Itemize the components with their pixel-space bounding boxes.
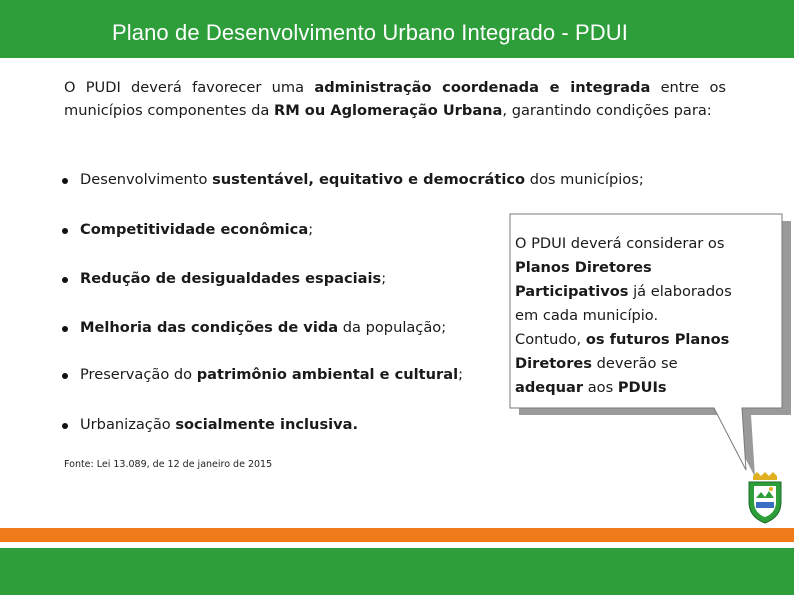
list-item: [62, 220, 313, 240]
callout-line: [515, 376, 765, 400]
intro-bold-1: administração coordenada e integrada: [314, 79, 651, 96]
callout-bold: PDUIs: [617, 379, 667, 396]
bullet-text: ;: [381, 270, 387, 287]
bullet-text: da população;: [338, 319, 447, 336]
bullet-dot-icon: [62, 326, 68, 332]
list-item: [62, 318, 446, 338]
intro-text-3: , garantindo condições para:: [502, 102, 712, 119]
bullet-text: ;: [308, 221, 314, 238]
callout-line: [515, 328, 765, 352]
bullet-text: ;: [458, 366, 463, 383]
intro-bold-2: RM ou Aglomeração Urbana: [273, 102, 503, 119]
callout-line: [515, 280, 765, 304]
intro-text-2: entre os municípios componentes da: [64, 79, 726, 119]
intro-paragraph: [64, 76, 726, 122]
list-item: [62, 365, 463, 385]
callout-text-span: deverão se: [592, 355, 678, 372]
callout-bold: os futuros Planos: [585, 331, 730, 348]
callout-bold: Planos Diretores: [515, 259, 652, 276]
bullet-dot-icon: [62, 373, 68, 379]
bullet-text: dos municípios;: [525, 171, 644, 188]
callout-text-span: O PDUI deverá considerar os: [515, 235, 725, 252]
footer-green-bar: [0, 548, 794, 595]
callout-text-span: Contudo,: [515, 331, 586, 348]
callout-text-span: aos: [583, 379, 618, 396]
bullet-dot-icon: [62, 178, 68, 184]
bullet-bold: patrimônio ambiental e cultural: [196, 366, 459, 383]
callout-text-span: já elaborados: [628, 283, 732, 300]
bullet-text: Preservação do: [80, 366, 197, 383]
callout-bold: Diretores: [515, 355, 592, 372]
callout-line: [515, 232, 765, 256]
callout-line: [515, 352, 765, 376]
intro-text-1: O PUDI deverá favorecer uma: [64, 79, 315, 96]
slide-title: Plano de Desenvolvimento Urbano Integrado - PDUI: [112, 20, 628, 45]
source-citation: Fonte: Lei 13.089, de 12 de janeiro de 2015: [64, 459, 273, 470]
bullet-bold: sustentável, equitativo e democrático: [212, 171, 526, 188]
footer-orange-stripe: [0, 528, 794, 542]
bullet-bold: Redução de desigualdades espaciais: [80, 270, 382, 287]
bullet-bold: socialmente inclusiva.: [175, 416, 359, 433]
callout-bold: adequar: [515, 379, 584, 396]
callout-text-span: em cada município.: [515, 307, 659, 324]
bullet-text: Desenvolvimento: [80, 171, 213, 188]
bullet-dot-icon: [62, 423, 68, 429]
state-coat-of-arms-icon: [745, 472, 785, 524]
callout-bold: Participativos: [515, 283, 629, 300]
list-item: [62, 269, 386, 289]
bullet-bold: Competitividade econômica: [80, 221, 309, 238]
callout-text: [515, 232, 765, 400]
callout-line: [515, 256, 765, 280]
bullet-bold: Melhoria das condições de vida: [80, 319, 339, 336]
list-item: [62, 170, 644, 190]
bullet-dot-icon: [62, 277, 68, 283]
bullet-dot-icon: [62, 228, 68, 234]
list-item: [62, 415, 358, 435]
bullet-text: Urbanização: [80, 416, 176, 433]
callout-line: [515, 304, 765, 328]
